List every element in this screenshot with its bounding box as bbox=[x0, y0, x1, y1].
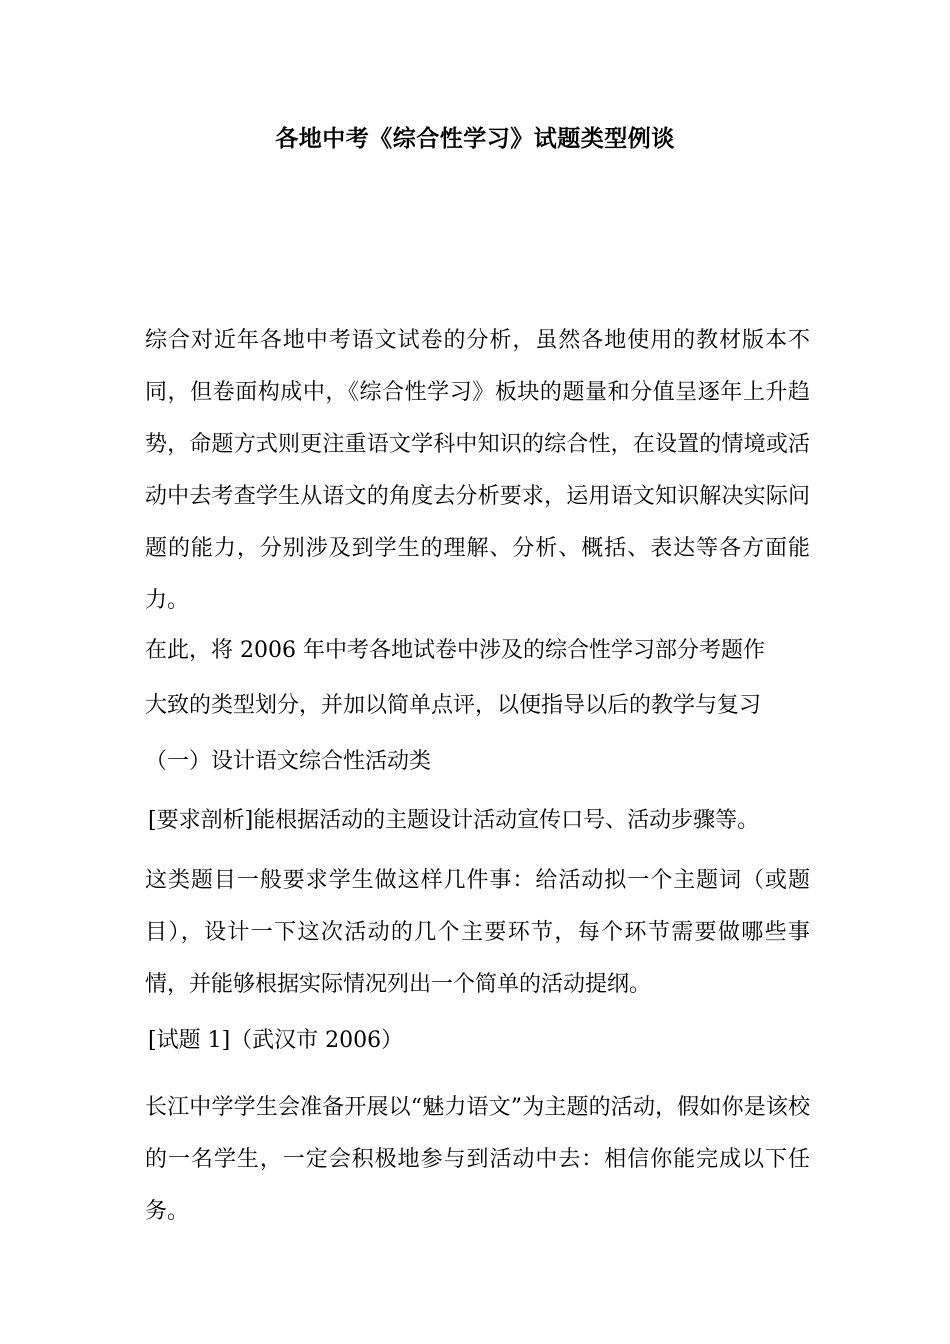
paragraph-line: 在此，将 2006 年中考各地试卷中涉及的综合性学习部分考题作 bbox=[145, 638, 765, 663]
requirement-analysis: [要求剖析]能根据活动的主题设计活动宣传口号、活动步骤等。 bbox=[148, 808, 760, 833]
paragraph-line: 大致的类型划分，并加以简单点评，以便指导以后的教学与复习 bbox=[145, 693, 762, 718]
question-paragraph: 长江中学学生会准备开展以“魅力语文”为主题的活动，假如你是该校的一名学生，一定会积极地参与到活动中去：相信你能完成以下任务。 bbox=[145, 1095, 810, 1224]
explanation-paragraph: 这类题目一般要求学生做这样几件事：给活动拟一个主题词（或题目），设计一下这次活动的几个主要环节，每个环节需要做哪些事情，并能够根据实际情况列出一个简单的活动提纲。 bbox=[145, 868, 810, 997]
intro-paragraph: 综合对近年各地中考语文试卷的分析，虽然各地使用的教材版本不同，但卷面构成中，《综合性学习》板块的题量和分值呈逐年上升趋势，命题方式则更注重语文学科中知识的综合性，在设置的情境或活动中去考查学生从语文的角度去分析要求，运用语文知识解决实际问题的能力，分别涉及到学生的理解、分析、概括、表达等各方面能力。 bbox=[145, 328, 810, 613]
question-label: [试题 1]（武汉市 2006） bbox=[148, 1028, 404, 1053]
section-heading: （一）设计语文综合性活动类 bbox=[145, 749, 432, 774]
document-title: 各地中考《综合性学习》试题类型例谈 bbox=[275, 125, 675, 152]
